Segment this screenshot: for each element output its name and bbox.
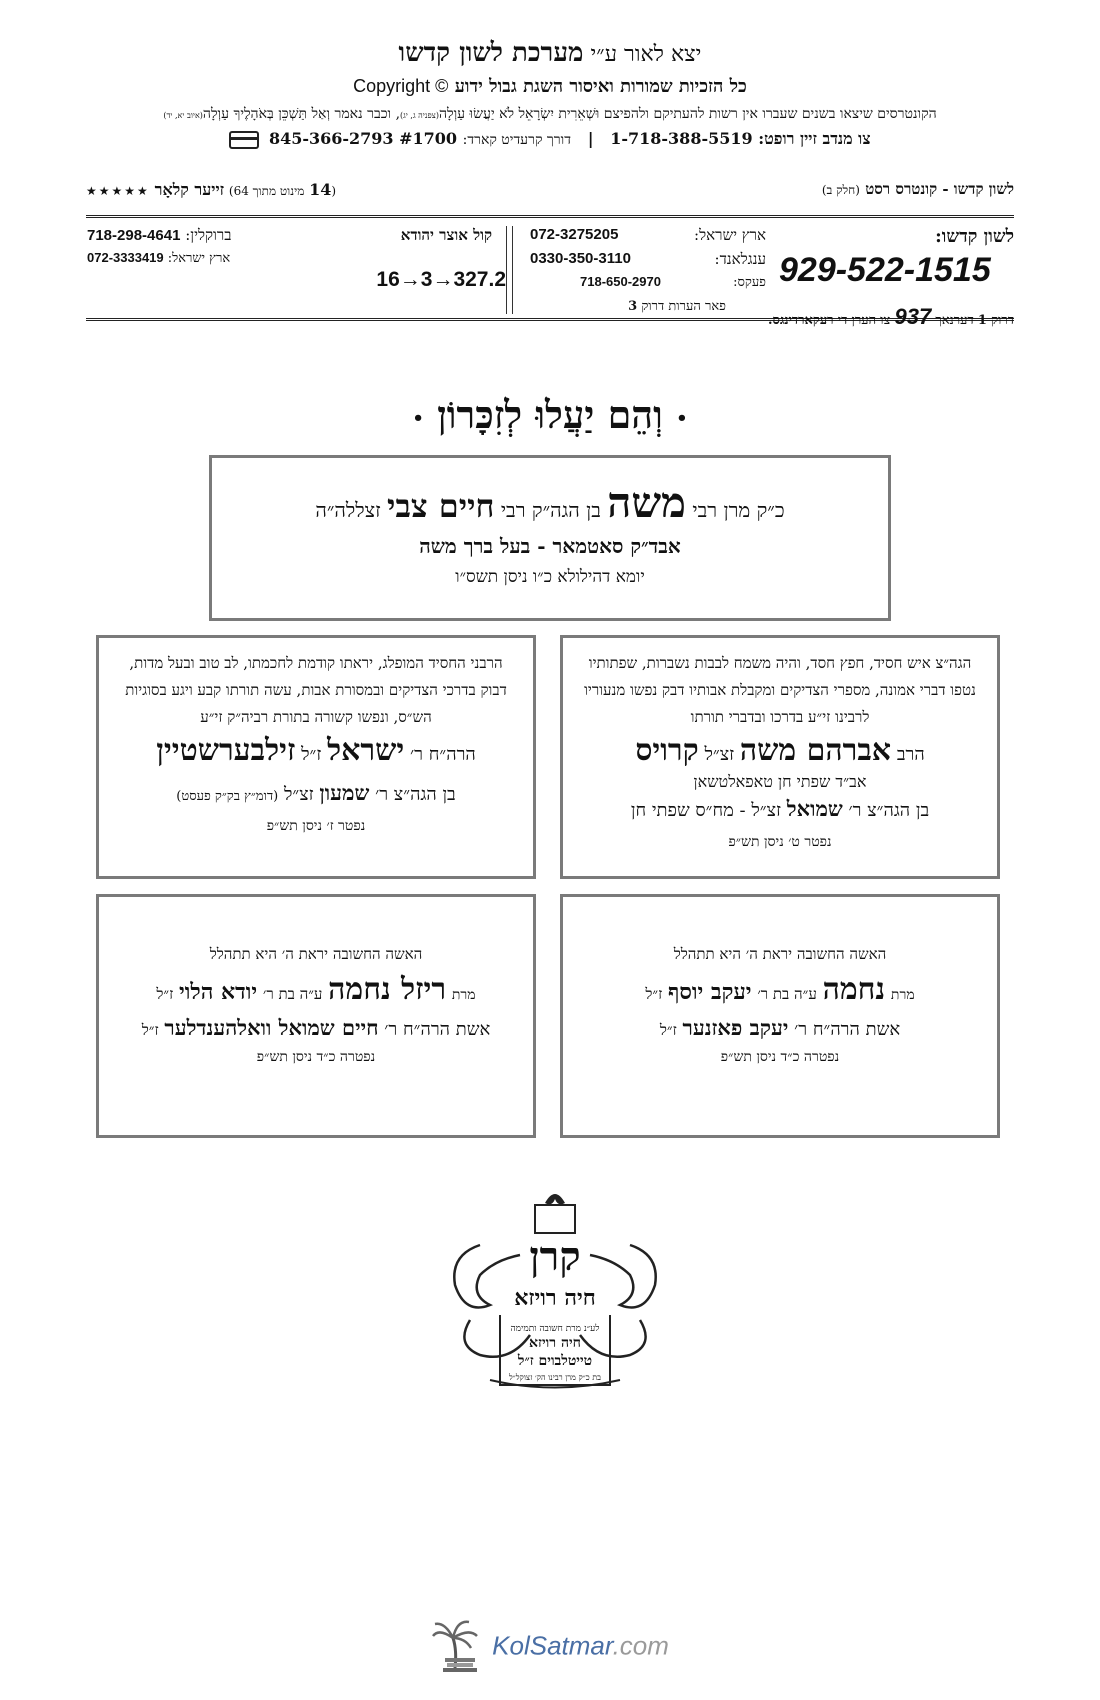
duration-paren-open: ( [331,184,337,198]
england-phone[interactable]: 0330-350-3110 [530,250,631,267]
main-title-line: אבד״ק סאטמאר - בעל ברך משה [419,534,681,558]
name-mid: ע״ה בת ר׳ [262,985,323,1003]
credit-label: דורך קרעדיט קארד: [462,132,571,148]
tribute-paragraph: הגה״צ איש חסיד, חפץ חסד, והיה משמח לבבות נשברות, שפתותיו נטפו דברי אמונה, מספרי הצדיקים ומקבלת אבותיו דבק נפשו מנעוריו לרבינו זי״ע בדרכו ובדברי תורתו [584,654,976,726]
tribute-paragraph: האשה החשובה יראת ה׳ היא תתהלל [673,945,887,963]
tribute-paragraph: האשה החשובה יראת ה׳ היא תתהלל [209,945,423,963]
notice-line [60,106,1040,123]
israel-line [520,226,766,250]
date-line: נפטר ט׳ ניסן תש״פ [728,834,832,850]
position-line: אב״ד שפתי חן טאפאלטשאן [693,772,867,791]
husband-prefix: אשת הרה״ח ר׳ [384,1019,491,1040]
main-date-line: יומא דהילולא כ״ו ניסן תשס״ו [455,567,645,587]
father-line [99,780,533,806]
tribute-paragraph: הרבני החסיד המופלג, יראתו קודמת לחכמתו, לב טוב ובעל מדות, דבוק בדרכי הצדיקים ובמסורת אבות, עשה תורתו קבע ויגע בסוגיות הש״ס, ונפשו קשורה בתורת רביה״ק זי״ע [125,654,507,726]
brooklyn-phone[interactable]: 718-298-4641 [87,227,181,244]
eretz-line [87,250,230,266]
press-then: דערנאך [935,313,974,328]
deceased-name [99,972,533,1007]
logo-line-4: חיה רויזא [529,1335,581,1351]
name-prefix: הרב [896,744,925,765]
first-name: ריזל נחמה [328,972,447,1007]
contact-block [86,215,1014,329]
contact-title: לשון קדשו: [935,226,1014,247]
memorial-title-text: וְהֵם יַעֲלוּ לְזִכָּרוֹן [437,392,663,437]
husband-name: יעקב פאזנער [682,1015,789,1040]
clarity-rating-label: זייער קלאָר [154,180,225,199]
main-name-line [212,478,888,528]
series-name: לשון קדשו - קונטרס [895,180,1014,198]
kol-otzar-column [87,226,507,314]
series-part: (חלק ב) [821,183,860,197]
father-name: יודא הלוי [179,979,258,1005]
palm-tree-icon [431,1618,487,1674]
memorial-box-silberstein [96,635,536,879]
father-name: יעקב יוסף [668,979,752,1005]
brooklyn-line [87,226,232,245]
notice-text-2: , וכבר נאמר וְאַל תַּשְׁכֵּן בְּאֹהָלֶיךָ עַוְלָה [202,106,401,122]
duration-minutes: 14 [309,180,332,199]
publisher-line [60,38,1040,68]
press-number-2: 937 [894,304,932,329]
main-father: חיים צבי [387,487,495,525]
press-listen: צו הערן די [837,313,891,328]
husband-line [563,1015,997,1041]
press-instructions [768,304,1014,330]
series-part-name: רסט [865,180,891,198]
husband-line [99,1015,533,1041]
father-name: שמואל [786,796,843,821]
main-mid: בן הגה״ק רבי [500,498,601,522]
england-label: ענגלאנד: [714,250,766,268]
kol-otzar-label: קול אוצר יהודא [400,226,492,244]
fax-phone[interactable]: 718-650-2970 [580,274,661,289]
duration-text: מינוט מתוך 64) [228,184,305,198]
memorial-box-kraus [560,635,1000,879]
father-prefix: בן הגה״צ ר׳ [375,784,456,805]
main-contact-column [768,226,1014,329]
keren-logo [440,1185,670,1395]
memorial-box-posner [560,894,1000,1138]
logo-line-5: טייטלבוים ז״ל [517,1353,593,1369]
deceased-name [563,972,997,1007]
surname: קרויס [635,733,699,768]
international-contact-column [520,226,766,314]
extension-path: 16→3→327.2 [376,268,506,291]
date-line: נפטרה כ״ד ניסן תש״פ [720,1049,840,1065]
publisher-prefix: יצא לאור ע״י [590,42,702,67]
logo-line-2: חיה רויזא [514,1285,596,1311]
notice-text: הקונטרסים שיצאו בשנים שעברו אין רשות להעתיקם ולהפיצם וּשְׁאֵרִית יִשְׂרָאֵל לֹא יַעֲשׂוּ עַוְלָה [438,106,937,122]
name-prefix: הרה״ח ר׳ [410,744,476,765]
brand-text [492,1631,669,1661]
copyright-text: Copyright © [353,76,449,96]
footer-brand[interactable] [0,1618,1100,1678]
name-suffix: ז״ל [301,744,322,765]
press-number-1: 1 [977,313,987,328]
eretz-label: ארץ ישראל: [167,251,231,266]
memorial-box-wallhandler [96,894,536,1138]
brand-name: KolSatmar [492,1630,613,1661]
father-suffix: זצ״ל - מח״ס שפתי חן [630,800,782,821]
memorial-title [0,392,1100,438]
rights-text: כל הזכיות שמורות ואיסור השגת גבול ידוע [454,76,747,97]
father-line [563,796,997,822]
star-rating-icon: ★★★★★ [86,184,150,198]
father-suffix: זצ״ל [283,784,314,805]
main-name: משה [607,478,687,527]
father-prefix: בן הגה״צ ר׳ [848,800,930,821]
notes-number: 3 [628,299,638,314]
notes-line [628,298,726,314]
name-prefix: מרת [890,987,915,1003]
date-line: נפטרה כ״ד ניסן תש״פ [256,1049,376,1065]
logo-line-1: קרן [529,1233,581,1280]
rights-line [60,76,1040,97]
father-title: (דומ״ץ בק״ק פעסט) [176,789,279,804]
notice-source-2: (איוב יא, יד) [163,111,203,120]
bullet-icon: • [676,408,688,429]
name-suffix: זצ״ל [704,744,735,765]
bullet-icon: • [412,408,424,429]
father-name: שמעון [319,780,370,805]
credit-card-icon [229,131,259,149]
notice-source: (צפניה ג, יג) [400,111,439,120]
logo-line-3: לע״נ מרת חשובה ותמימה [510,1324,600,1334]
israel-label: ארץ ישראל: [694,226,766,244]
main-memorial-box [209,455,891,621]
husband-prefix: אשת הרה״ח ר׳ [794,1019,901,1040]
israel-phone[interactable]: 072-3275205 [530,226,619,243]
press-text: דרוק [991,313,1014,328]
main-prefix: כ״ק מרן רבי [692,498,785,522]
publisher-name: מערכת לשון קדשו [398,38,584,68]
fax-line [520,274,766,298]
series-title [822,180,1014,199]
first-name: אברהם משה [739,733,892,768]
kol-otzar-row [87,226,492,250]
logo-line-6: בת כ״ק מרן רבינו הק׳ זצוקל״ל [509,1373,601,1382]
first-name: נחמה [822,972,886,1007]
surname: זילבערשטיין [156,733,296,768]
name-mid: ע״ה בת ר׳ [757,985,817,1003]
england-line [520,250,766,274]
meta-row [86,180,1014,202]
husband-suffix: ז״ל [141,1021,159,1039]
notes-label: פאר הערות דרוק [641,299,726,314]
first-name: ישראל [327,733,405,768]
publisher-header [60,38,1040,149]
father-suffix: ז״ל [645,985,663,1003]
credit-phone[interactable]: 845-366-2793 #1700 [268,129,458,148]
donate-line: צו מנדב זיין רופט: 1-718-388-5519 | דורך קרעדיט קארד: 845-366-2793 #1700 [60,129,1040,149]
main-suffix: זצללה״ה [315,498,381,522]
husband-suffix: ז״ל [659,1021,677,1039]
brooklyn-label: ברוקלין: [185,226,232,244]
donate-phone[interactable]: 1-718-388-5519 [610,129,753,148]
name-prefix: מרת [451,987,476,1003]
donate-label: צו מנדב זיין רופט: [758,129,871,148]
main-phone-number[interactable]: 929-522-1515 [779,251,991,289]
deceased-name [563,733,997,768]
father-suffix: ז״ל [156,985,174,1003]
husband-name: חיים שמואל וואלהענדלער [164,1015,379,1040]
eretz-phone[interactable]: 072-3333419 [87,250,164,265]
date-line: נפטר ז׳ ניסן תש״פ [266,818,366,834]
recordings-label: רעקארדינגס. [768,313,834,328]
duration-info [86,180,336,200]
brand-tld: .com [612,1630,669,1661]
fax-label: פעקס: [733,275,766,290]
deceased-name [99,733,533,768]
